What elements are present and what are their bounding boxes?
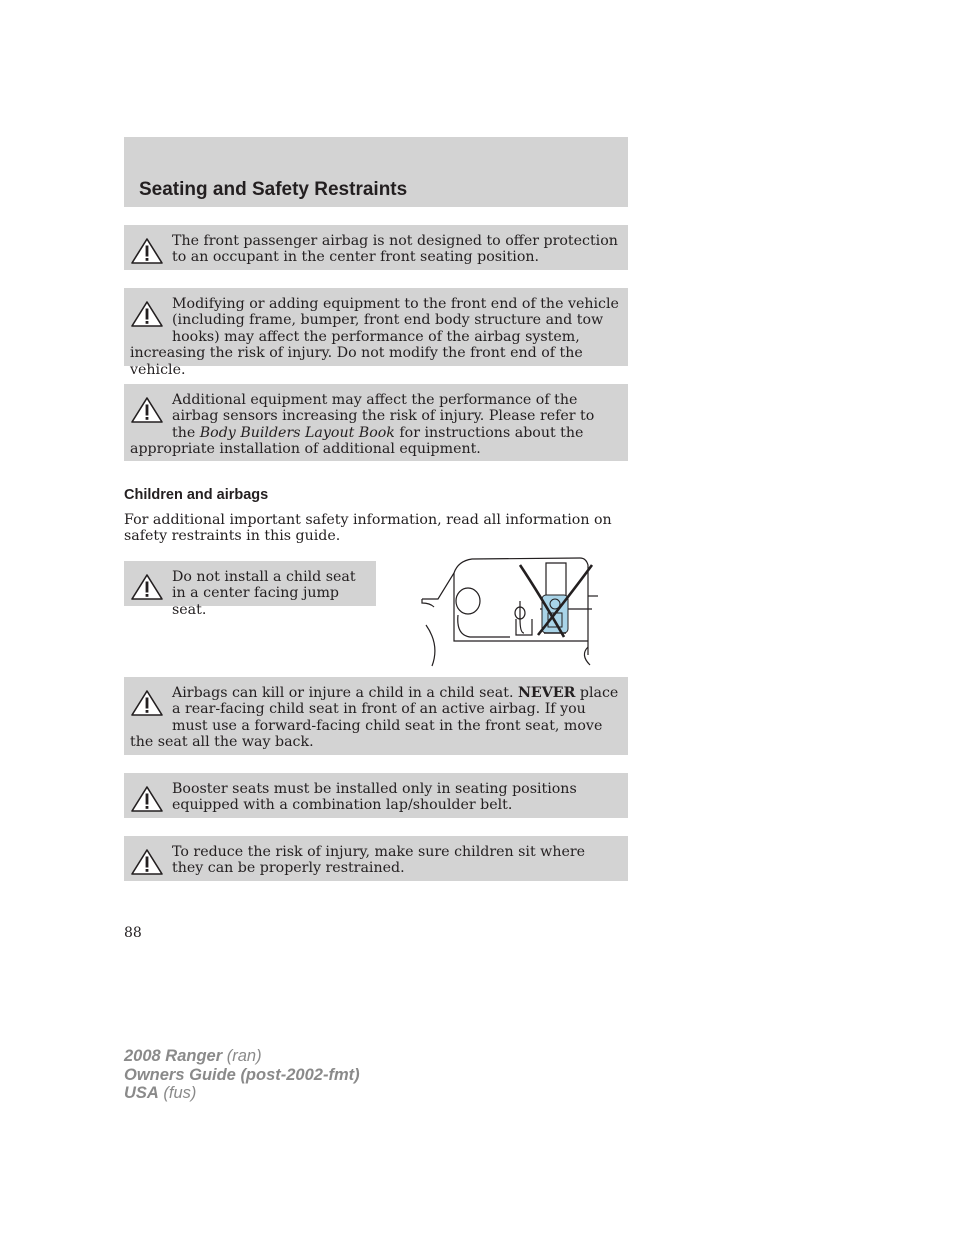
warning-text: To reduce the risk of injury, make sure children sit where they can be properly restrained. (172, 844, 586, 877)
warning-text-part: Airbags can kill or injure a child in a child seat. (172, 685, 518, 701)
footer-market-code: (fus) (158, 1084, 197, 1102)
warning-text (130, 392, 620, 458)
emphasis-never: NEVER (517, 685, 576, 701)
warning-box-additional-equipment (124, 384, 628, 461)
warning-box-booster-seats (124, 773, 628, 818)
warning-text: Do not install a child seat in a center facing jump seat. (172, 569, 356, 618)
intro-paragraph: For additional important safety information, read all information on safety restraints in this guide. (124, 512, 612, 545)
warning-text: The front passenger airbag is not designed to offer protection to an occupant in the center front seating position. (172, 233, 618, 266)
footer-line (124, 1047, 360, 1066)
warning-text: Modifying or adding equipment to the front end of the vehicle (including frame, bumper, front end body structure and tow hooks) may affect the performance of the airbag system, increasing the risk of injury. Do not modify the front end of the vehicle. (130, 296, 619, 378)
page-title: Seating and Safety Restraints (139, 179, 408, 200)
warning-triangle-icon (130, 237, 166, 267)
warning-triangle-icon (130, 300, 166, 330)
footer-model-code: (ran) (222, 1047, 262, 1065)
warning-box-jump-seat (124, 561, 376, 618)
footer-line (124, 1084, 360, 1103)
warning-triangle-icon (130, 573, 166, 603)
warning-text (130, 685, 620, 751)
section-heading: Children and airbags (124, 487, 269, 503)
warning-text-part: for instructions about the appropriate installation of additional equipment. (130, 424, 584, 458)
warning-text: Booster seats must be installed only in seating positions equipped with a combination lap/shoulder belt. (172, 781, 577, 814)
book-title: Body Builders Layout Book (199, 424, 395, 441)
warning-box-rear-facing-seat (124, 677, 628, 755)
footer-model: 2008 Ranger (124, 1047, 223, 1065)
footer-line (124, 1066, 360, 1085)
warning-text-part: Additional equipment may affect the performance of the airbag sensors increasing the risk of injury. Please refer to the (172, 392, 595, 441)
warning-triangle-icon (130, 689, 166, 719)
footer-guide: Owners Guide (post-2002-fmt) (124, 1065, 360, 1084)
warning-triangle-icon (130, 396, 166, 426)
warning-box-center-seat (124, 225, 628, 270)
warning-triangle-icon (130, 848, 166, 878)
section-header-band (124, 137, 628, 207)
warning-box-children-restrained (124, 836, 628, 881)
document-footer (124, 1047, 360, 1103)
warning-box-front-end-modification (124, 288, 628, 378)
child-seat-jump-seat-prohibited-illustration (420, 555, 602, 674)
footer-market: USA (124, 1084, 159, 1102)
warning-triangle-icon (130, 785, 166, 815)
warning-text-part: place a rear-facing child seat in front of an active airbag. If you must use a forward-facing child seat in the front seat, move the seat all the way back. (130, 685, 619, 751)
page-number: 88 (124, 925, 142, 941)
